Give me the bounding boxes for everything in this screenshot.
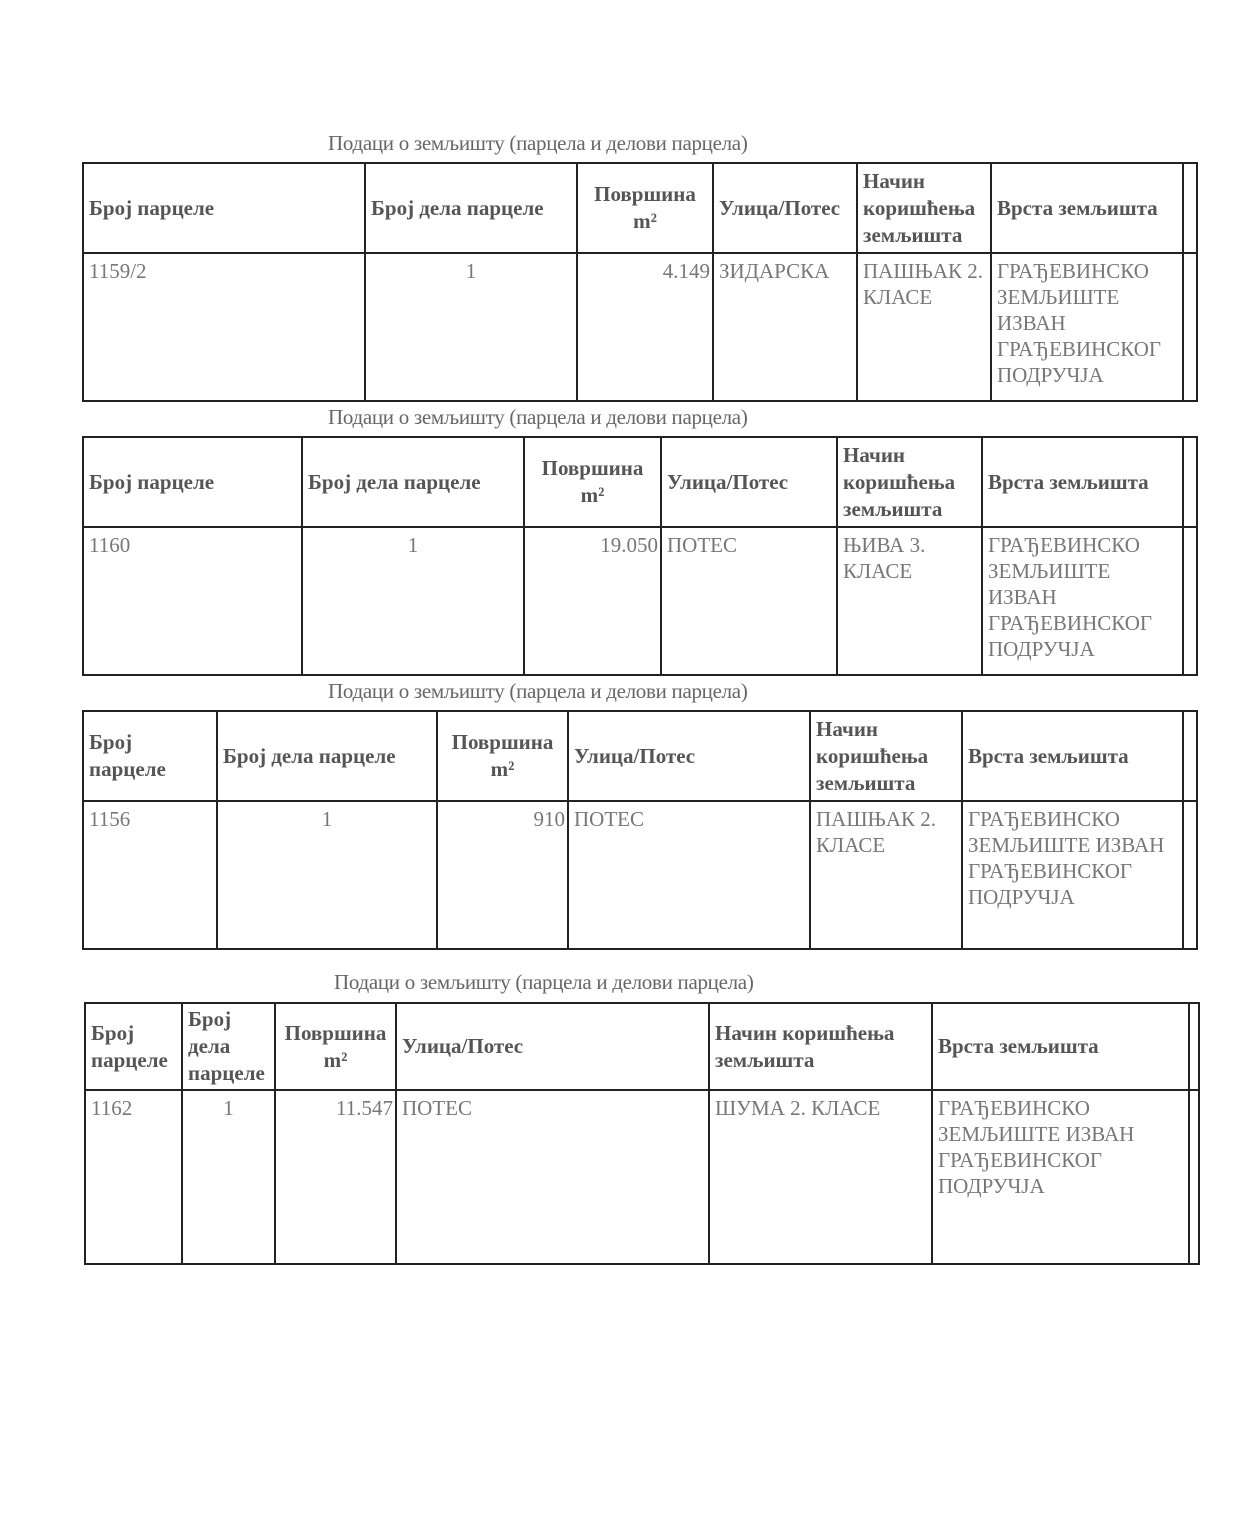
header-parcel-no: Број парцеле [83, 437, 302, 527]
header-part-no: Број дела парцеле [302, 437, 524, 527]
table-caption: Подаци о земљишту (парцела и делови парцела) [328, 131, 748, 155]
table-row [83, 527, 1197, 675]
header-area: Површина m² [437, 711, 568, 801]
header-part-no: Број дела парцеле [365, 163, 577, 253]
header-street: Улица/Потес [396, 1003, 709, 1090]
header-land-type: Врста земљишта [982, 437, 1183, 527]
table-edge [1183, 163, 1197, 253]
cell-part-no: 1 [182, 1090, 275, 1264]
table-row [85, 1090, 1199, 1264]
table-edge [1183, 801, 1197, 949]
cell-street: ПОТЕС [661, 527, 837, 675]
cell-parcel-no: 1162 [85, 1090, 182, 1264]
cell-parcel-no: 1160 [83, 527, 302, 675]
header-usage: Начин коришћења земљишта [857, 163, 991, 253]
cell-land-type: ГРАЂЕВИНСКО ЗЕМЉИШТЕ ИЗВАН ГРАЂЕВИНСКОГ ПОДРУЧЈА [991, 253, 1183, 401]
header-part-no: Број дела парцеле [217, 711, 437, 801]
table-edge [1189, 1090, 1199, 1264]
header-area: Површина m² [577, 163, 713, 253]
table-row [83, 253, 1197, 401]
table-caption: Подаци о земљишту (парцела и делови парцела) [328, 679, 748, 703]
header-usage: Начин коришћења земљишта [709, 1003, 932, 1090]
header-parcel-no: Број парцеле [83, 163, 365, 253]
cell-street: ПОТЕС [568, 801, 810, 949]
cell-street: ПОТЕС [396, 1090, 709, 1264]
cell-usage: ЊИВА 3. КЛАСЕ [837, 527, 982, 675]
header-land-type: Врста земљишта [932, 1003, 1189, 1090]
table-caption: Подаци о земљишту (парцела и делови парцела) [334, 970, 754, 994]
cell-land-type: ГРАЂЕВИНСКО ЗЕМЉИШТЕ ИЗВАН ГРАЂЕВИНСКОГ ПОДРУЧЈА [982, 527, 1183, 675]
cell-part-no: 1 [302, 527, 524, 675]
cell-usage: ШУМА 2. КЛАСЕ [709, 1090, 932, 1264]
land-table [82, 710, 1198, 950]
land-table [82, 162, 1198, 402]
header-street: Улица/Потес [661, 437, 837, 527]
header-land-type: Врста земљишта [962, 711, 1183, 801]
header-land-type: Врста земљишта [991, 163, 1183, 253]
cell-usage: ПАШЊАК 2. КЛАСЕ [857, 253, 991, 401]
cell-land-type: ГРАЂЕВИНСКО ЗЕМЉИШТЕ ИЗВАН ГРАЂЕВИНСКОГ ПОДРУЧЈА [932, 1090, 1189, 1264]
cell-part-no: 1 [217, 801, 437, 949]
table-row [83, 801, 1197, 949]
header-street: Улица/Потес [713, 163, 857, 253]
cell-parcel-no: 1156 [83, 801, 217, 949]
table-edge [1183, 527, 1197, 675]
header-usage: Начин коришћења земљишта [810, 711, 962, 801]
table-edge [1183, 253, 1197, 401]
cell-part-no: 1 [365, 253, 577, 401]
cell-area: 4.149 [577, 253, 713, 401]
header-parcel-no: Број парцеле [83, 711, 217, 801]
header-area: Површина m² [524, 437, 661, 527]
cell-area: 11.547 [275, 1090, 396, 1264]
header-street: Улица/Потес [568, 711, 810, 801]
cell-land-type: ГРАЂЕВИНСКО ЗЕМЉИШТЕ ИЗВАН ГРАЂЕВИНСКОГ ПОДРУЧЈА [962, 801, 1183, 949]
table-edge [1183, 711, 1197, 801]
table-caption: Подаци о земљишту (парцела и делови парцела) [328, 405, 748, 429]
table-edge [1183, 437, 1197, 527]
land-table [82, 436, 1198, 676]
land-table [84, 1002, 1200, 1265]
header-area: Површина m² [275, 1003, 396, 1090]
cell-parcel-no: 1159/2 [83, 253, 365, 401]
cell-street: ЗИДАРСКА [713, 253, 857, 401]
cell-area: 19.050 [524, 527, 661, 675]
cell-area: 910 [437, 801, 568, 949]
header-parcel-no: Број парцеле [85, 1003, 182, 1090]
table-edge [1189, 1003, 1199, 1090]
cell-usage: ПАШЊАК 2. КЛАСЕ [810, 801, 962, 949]
header-part-no: Број дела парцеле [182, 1003, 275, 1090]
header-usage: Начин коришћења земљишта [837, 437, 982, 527]
